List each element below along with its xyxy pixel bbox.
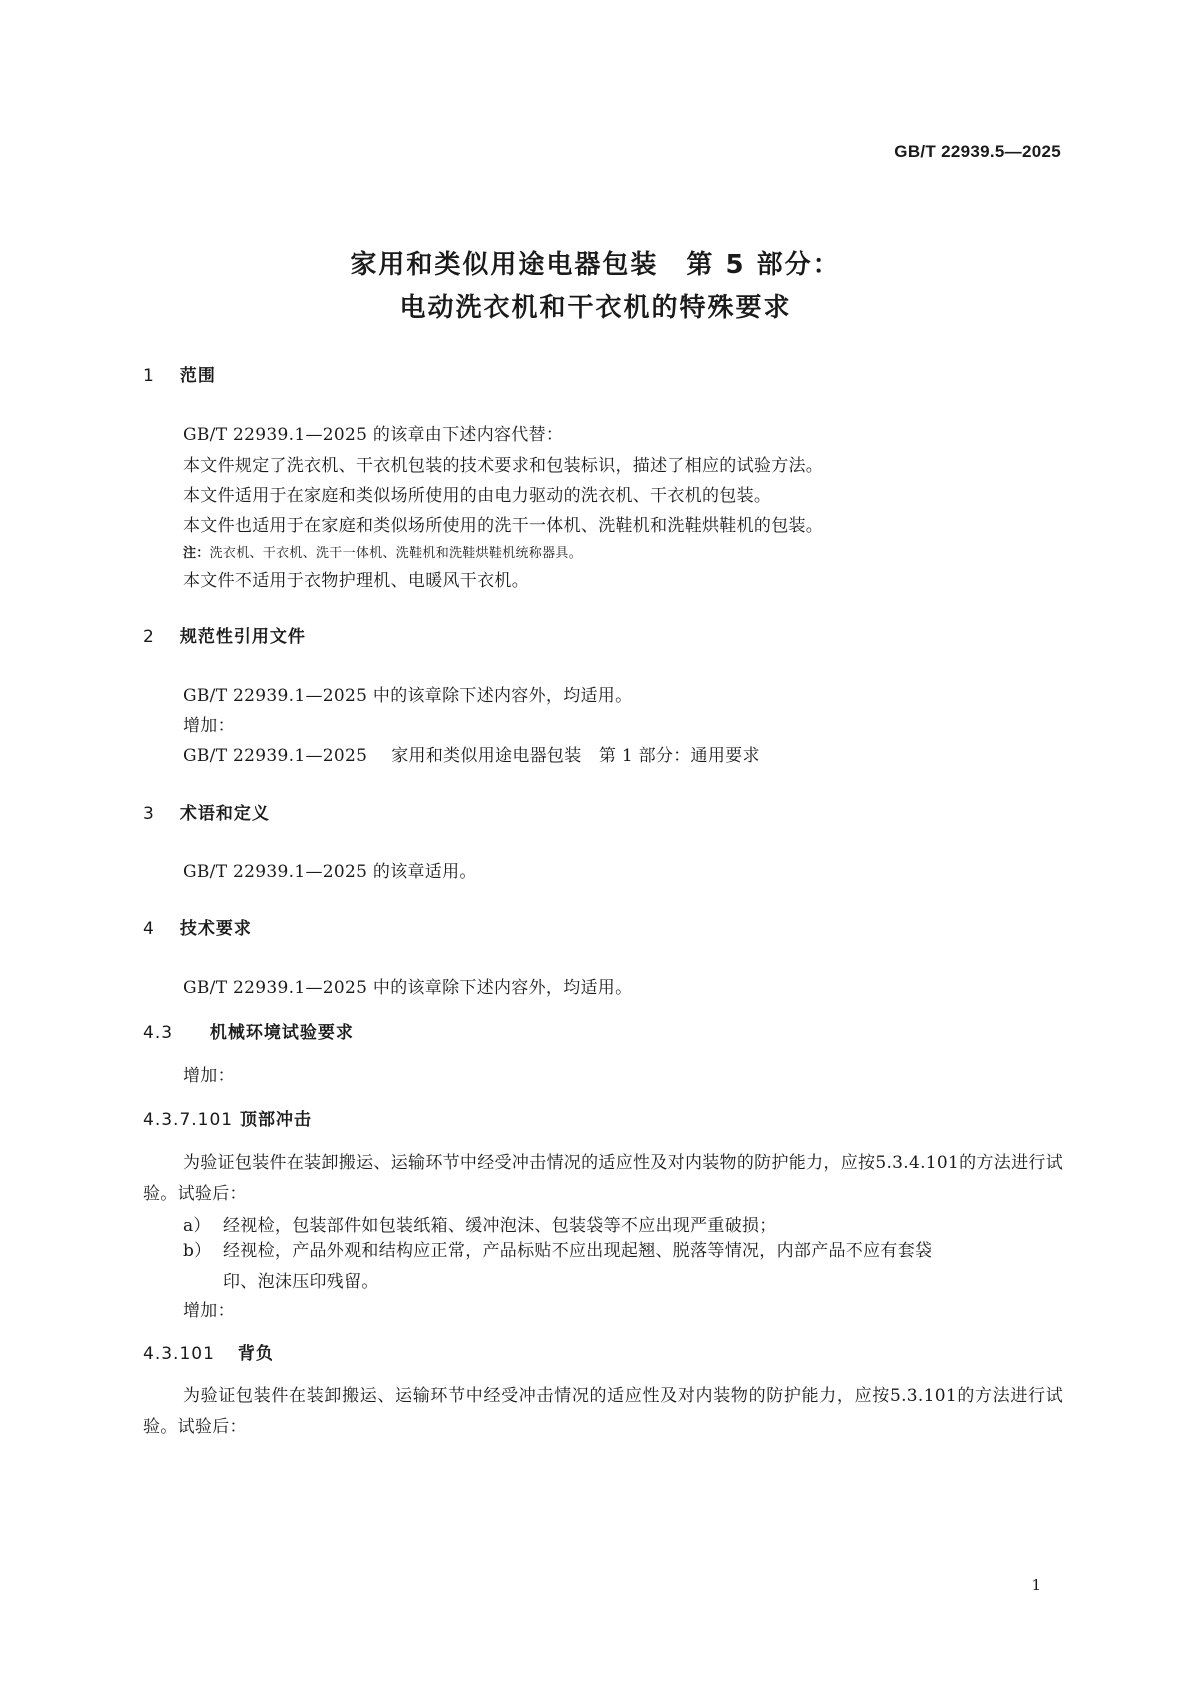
list-item bbox=[183, 1236, 1063, 1298]
section-number: 3 bbox=[143, 804, 155, 824]
section-heading-normative-references bbox=[143, 622, 306, 647]
paragraph: 为验证包装件在装卸搬运、运输环节中经受冲击情况的适应性及对内装物的防护能力，应按5.3.101的方法进行试验。试验后： bbox=[143, 1386, 1063, 1437]
note bbox=[183, 542, 582, 561]
subsection-heading-mechanical-tests bbox=[143, 1018, 354, 1043]
section-title: 技术要求 bbox=[179, 919, 252, 939]
page-number: 1 bbox=[1031, 1576, 1041, 1594]
section-title: 规范性引用文件 bbox=[179, 627, 306, 647]
section-heading-terms bbox=[143, 799, 270, 824]
paragraph: 增加： bbox=[183, 1301, 235, 1321]
paragraph: GB/T 22939.1—2025 中的该章除下述内容外，均适用。 bbox=[183, 978, 633, 998]
section-number: 4.3.101 bbox=[143, 1344, 215, 1364]
section-title: 术语和定义 bbox=[179, 804, 270, 824]
section-title: 范围 bbox=[179, 366, 216, 386]
subsection-heading-backload bbox=[143, 1339, 274, 1364]
document-title-line2: 电动洗衣机和干衣机的特殊要求 bbox=[399, 293, 792, 323]
paragraph: 本文件规定了洗衣机、干衣机包装的技术要求和包装标识，描述了相应的试验方法。 bbox=[183, 456, 824, 476]
paragraph: 本文件不适用于衣物护理机、电暖风干衣机。 bbox=[183, 571, 529, 591]
paragraph: GB/T 22939.1—2025 的该章适用。 bbox=[183, 862, 477, 882]
section-heading-scope bbox=[143, 361, 216, 386]
list-item-text: 经视检，产品外观和结构应正常，产品标贴不应出现起翘、脱落等情况，内部产品不应有套袋 bbox=[223, 1241, 933, 1261]
reference-entry bbox=[183, 741, 760, 766]
paragraph: 本文件适用于在家庭和类似场所使用的由电力驱动的洗衣机、干衣机的包装。 bbox=[183, 486, 772, 506]
list-item-text: 经视检，包装部件如包装纸箱、缓冲泡沫、包装袋等不应出现严重破损； bbox=[223, 1216, 777, 1236]
section-number: 2 bbox=[143, 627, 155, 647]
section-title: 机械环境试验要求 bbox=[209, 1023, 354, 1043]
document-title-line1: 家用和类似用途电器包装 第 5 部分： bbox=[350, 250, 841, 280]
section-number: 1 bbox=[143, 366, 155, 386]
section-number: 4.3.7.101 bbox=[143, 1110, 234, 1130]
document-code: GB/T 22939.5—2025 bbox=[894, 142, 1061, 161]
list-item bbox=[183, 1211, 777, 1236]
list-item-text-continued: 印、泡沫压印残留。 bbox=[223, 1272, 379, 1292]
list-marker: a） bbox=[183, 1216, 211, 1236]
paragraph: GB/T 22939.1—2025 的该章由下述内容代替： bbox=[183, 425, 564, 445]
section-heading-technical-requirements bbox=[143, 914, 252, 939]
section-title: 背负 bbox=[237, 1344, 274, 1364]
list-marker: b） bbox=[183, 1241, 212, 1261]
reference-code: GB/T 22939.1—2025 bbox=[183, 746, 368, 766]
section-number: 4 bbox=[143, 919, 155, 939]
paragraph: 增加： bbox=[183, 716, 235, 736]
paragraph: 增加： bbox=[183, 1066, 235, 1086]
note-text: 洗衣机、干衣机、洗干一体机、洗鞋机和洗鞋烘鞋机统称器具。 bbox=[209, 546, 583, 561]
paragraph: 本文件也适用于在家庭和类似场所使用的洗干一体机、洗鞋机和洗鞋烘鞋机的包装。 bbox=[183, 516, 824, 536]
note-label: 注： bbox=[183, 546, 210, 561]
paragraph: 为验证包装件在装卸搬运、运输环节中经受冲击情况的适应性及对内装物的防护能力，应按5.3.4.101的方法进行试验。试验后： bbox=[143, 1153, 1063, 1204]
reference-title: 家用和类似用途电器包装 第 1 部分：通用要求 bbox=[391, 746, 760, 766]
subsection-heading-top-impact bbox=[143, 1105, 312, 1130]
section-title: 顶部冲击 bbox=[240, 1110, 313, 1130]
paragraph: GB/T 22939.1—2025 中的该章除下述内容外，均适用。 bbox=[183, 686, 633, 706]
section-number: 4.3 bbox=[143, 1023, 174, 1043]
